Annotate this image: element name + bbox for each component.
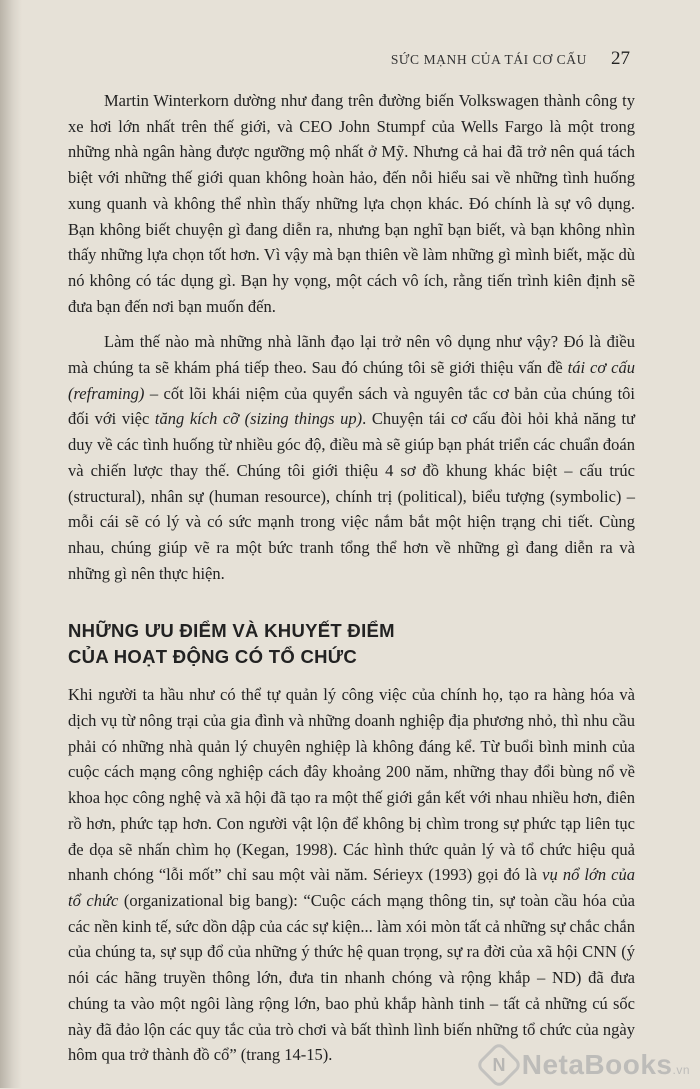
body-paragraph bbox=[68, 88, 635, 319]
italic-term: tăng kích cỡ (sizing things up) bbox=[154, 409, 363, 429]
netabooks-logo-icon: N bbox=[475, 1041, 523, 1089]
running-header bbox=[391, 48, 630, 70]
page-body bbox=[68, 88, 635, 1068]
running-title: SỨC MẠNH CỦA TÁI CƠ CẤU bbox=[390, 52, 587, 67]
netabooks-watermark bbox=[482, 1048, 690, 1082]
watermark-text: NetaBooks.vn bbox=[521, 1049, 690, 1080]
section-paragraph bbox=[68, 682, 635, 1068]
book-spine-shadow bbox=[0, 0, 22, 1088]
body-paragraph bbox=[68, 329, 635, 586]
text-run: Martin Winterkorn dường như đang trên đường biến Volkswagen thành công ty xe hơi lớn nhất trên thế giới, và CEO John Stumpf của Wells Fargo là một trong những nhà ngân hàng được ngưỡng mộ nhất ở Mỹ. Nhưng cả hai đã trở nên quá tách biệt với những thế giới quan không hoàn hảo, đến nỗi hiểu sai về những tình huống xung quanh và không thể nhìn thấy những lựa chọn khác. Đó chính là sự vô dụng. Bạn không biết chuyện gì đang diễn ra, nhưng bạn nghĩ bạn biết, và bạn không nhìn thấy những lựa chọn tốt hơn. Vì vậy mà bạn thiên về làm những gì mình biết, mặc dù nó không có tác dụng gì. Bạn hy vọng, một cách vô ích, rằng tiến trình kiên định sẽ đưa bạn đến nơi bạn muốn đến. bbox=[68, 91, 635, 316]
text-run: Khi người ta hầu như có thể tự quản lý công việc của chính họ, tạo ra hàng hóa và dịch vụ từ nông trại của gia đình và những doanh nghiệp địa phương nhỏ, thì nhu cầu phải có những nhà quản lý chuyên nghiệp là không đáng kể. Từ buổi bình minh của cuộc cách mạng công nghiệp cách đây khoảng 200 năm, những thay đổi bùng nổ về khoa học công nghệ và xã hội đã tạo ra một thế giới gắn kết với nhau nhiều hơn, điên rồ hơn, phức tạp hơn. Con người vật lộn để không bị chìm trong sự phức tạp liên tục đe dọa sẽ nhấn chìm họ (Kegan, 1998). Các hình thức quản lý và tổ chức hiệu quả nhanh chóng “lỗi mốt” chỉ sau một vài năm. Sérieyx (1993) gọi đó là bbox=[68, 685, 635, 885]
text-run: – cốt lõi khái niệm của quyển sách và nguyên tắc cơ bản của chúng tôi đối với việc bbox=[68, 383, 635, 429]
section-heading-line: CỦA HOẠT ĐỘNG CÓ TỔ CHỨC bbox=[68, 646, 358, 668]
page-number: 27 bbox=[611, 48, 630, 69]
section-heading bbox=[68, 618, 635, 670]
text-run: Làm thế nào mà những nhà lãnh đạo lại trở nên vô dụng như vậy? Đó là điều mà chúng ta sẽ khám phá tiếp theo. Sau đó chúng tôi sẽ giới thiệu vấn đề bbox=[68, 332, 635, 378]
text-run: . Chuyện tái cơ cấu đòi hỏi khả năng tư duy về các tình huống từ nhiều góc độ, điều mà sẽ giúp bạn phát triển các chuẩn đoán và chiến lược thay thế. Chúng tôi giới thiệu 4 sơ đồ khung khác biệt – cấu trúc (structural), nhân sự (human resource), chính trị (political), biểu tượng (symbolic) – mỗi cái sẽ có lý và có sức mạnh trong việc nắm bắt một hiện trạng chi tiết. Cùng nhau, chúng giúp vẽ ra một bức tranh tổng thể hơn về những gì đang diễn ra và những gì nên thực hiện. bbox=[68, 409, 635, 583]
text-run: (organizational big bang): “Cuộc cách mạng thông tin, sự toàn cầu hóa của các nền kinh tế, sức dồn dập của các sự kiện... làm xói mòn tất cả những sự chắc chắn của chúng ta, sự sụp đổ của những ý thức hệ quan trọng, sự ra đời của xã hội CNN (ý nói các hãng truyền thông lớn, đưa tin nhanh chóng và rộng khắp – ND) đã đưa chúng ta vào một ngôi làng rộng lớn, bao phủ khắp hành tinh – tất cả những cú sốc này đã đảo lộn các quy tắc của trò chơi và bất thình lình biến những tổ chức của ngày hôm qua trở thành đồ cổ” (trang 14-15). bbox=[68, 890, 635, 1065]
italic-term: vụ nổ lớn của tổ chức bbox=[68, 865, 635, 910]
section-heading-line: NHỮNG ƯU ĐIỂM VÀ KHUYẾT ĐIỂM bbox=[68, 620, 395, 642]
italic-term: tái cơ cấu (reframing) bbox=[68, 358, 635, 403]
